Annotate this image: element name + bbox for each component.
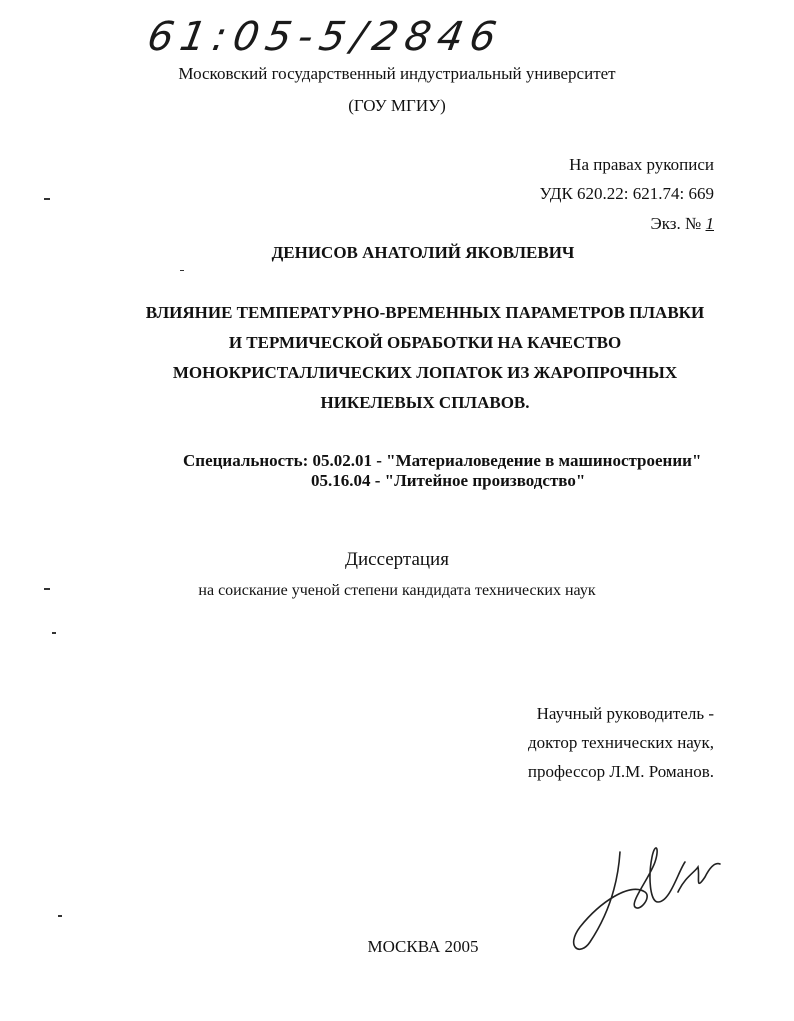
udk-code: УДК 620.22: 621.74: 669 xyxy=(539,184,714,203)
author-name: ДЕНИСОВ АНАТОЛИЙ ЯКОВЛЕВИЧ xyxy=(271,243,575,262)
rights-notice: На правах рукописи xyxy=(569,155,714,174)
title-line: МОНОКРИСТАЛЛИЧЕСКИХ ЛОПАТОК ИЗ ЖАРОПРОЧНЫХ xyxy=(172,363,678,382)
copy-label: Экз. № xyxy=(650,214,702,233)
scan-speck xyxy=(58,915,62,917)
archive-number-handwritten: 61:05-5/2846 xyxy=(143,14,507,60)
title-line: НИКЕЛЕВЫХ СПЛАВОВ. xyxy=(320,393,530,412)
advisor-line: профессор Л.М. Романов. xyxy=(527,762,714,781)
university-name: Московский государственный индустриальный университет xyxy=(178,64,616,83)
degree-line: на соискание ученой степени кандидата технических наук xyxy=(198,582,596,599)
advisor-line: Научный руководитель - xyxy=(536,704,714,723)
scan-speck xyxy=(44,588,50,590)
university-abbreviation: (ГОУ МГИУ) xyxy=(348,96,446,115)
copy-number-value: 1 xyxy=(705,214,714,233)
dissertation-title xyxy=(120,298,730,418)
specialty-line-1: Специальность: 05.02.01 - "Материаловедение в машиностроении" xyxy=(183,451,702,470)
specialty-line-2: 05.16.04 - "Литейное производство" xyxy=(311,471,586,490)
city-year: МОСКВА 2005 xyxy=(367,937,479,956)
signature-icon xyxy=(560,822,740,962)
scan-speck xyxy=(180,270,184,271)
document-type: Диссертация xyxy=(345,549,449,570)
title-line: И ТЕРМИЧЕСКОЙ ОБРАБОТКИ НА КАЧЕСТВО xyxy=(228,333,622,352)
copy-number xyxy=(651,214,714,234)
advisor-line: доктор технических наук, xyxy=(527,733,714,752)
scan-speck xyxy=(52,632,56,634)
scan-speck xyxy=(44,198,50,200)
title-line: ВЛИЯНИЕ ТЕМПЕРАТУРНО-ВРЕМЕННЫХ ПАРАМЕТРОВ ПЛАВКИ xyxy=(145,303,705,322)
